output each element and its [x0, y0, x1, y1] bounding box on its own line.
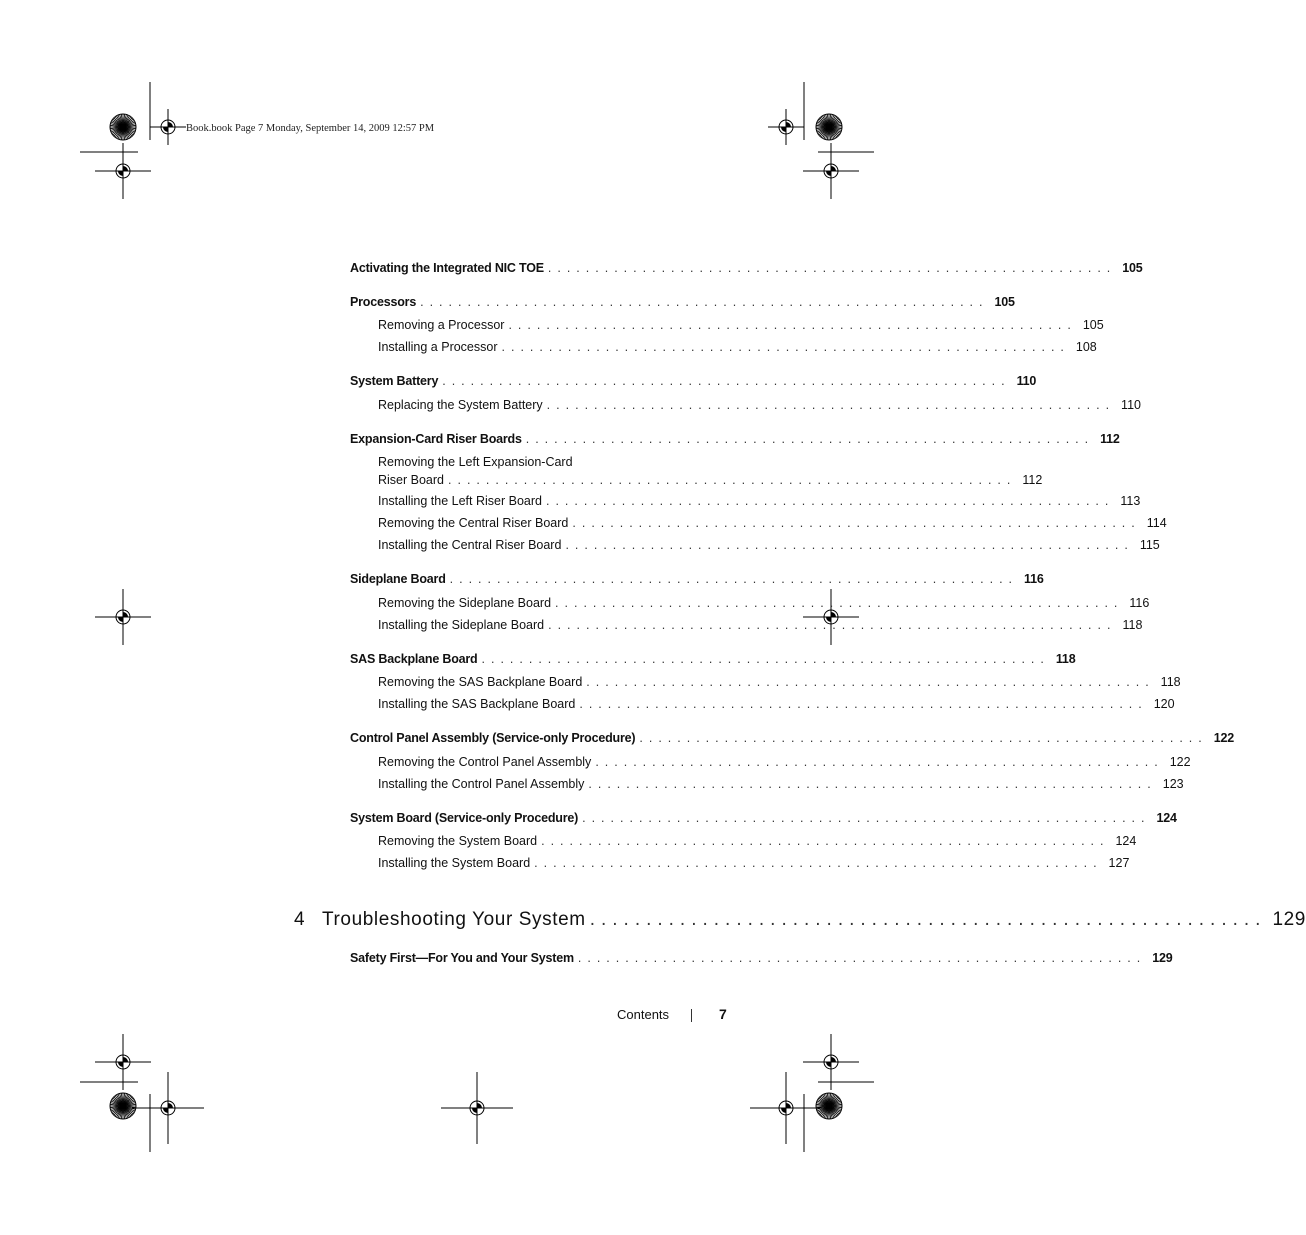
- print-slug: Book.book Page 7 Monday, September 14, 2009 12:57 PM: [186, 123, 435, 134]
- dot-leader: ............................................................: [501, 340, 1070, 354]
- toc-subsection[interactable]: [378, 855, 1130, 871]
- toc-entry-page: 129: [1272, 909, 1306, 930]
- toc-subsection[interactable]: [378, 776, 1184, 792]
- dot-leader: ............................................................: [442, 374, 1011, 388]
- dot-leader: ............................................................: [588, 777, 1157, 791]
- dot-leader: ............................................................: [547, 261, 1117, 275]
- toc-entry-title: Removing the Central Riser Board: [378, 516, 569, 530]
- toc-entry-page: 115: [1139, 538, 1160, 552]
- dot-leader: ............................................................: [595, 755, 1164, 769]
- toc-entry-page: 114: [1146, 516, 1167, 530]
- toc-entry-page: 122: [1213, 731, 1235, 745]
- chapter-number: 4: [294, 909, 306, 930]
- dot-leader: ............................................................: [589, 909, 1267, 930]
- toc-entry-page: 116: [1024, 572, 1044, 586]
- toc-subsection-title-line1: Removing the Left Expansion-Card: [378, 455, 573, 469]
- toc-subsection[interactable]: [378, 754, 1191, 770]
- page-number: 7: [719, 1006, 727, 1022]
- toc-entry-title: Removing the System Board: [378, 834, 538, 848]
- toc-entry-title: Removing a Processor: [378, 318, 505, 332]
- toc-entry-title: System Board (Service-only Procedure): [350, 811, 579, 825]
- toc-entry-title: Removing the SAS Backplane Board: [378, 675, 583, 689]
- toc-subsection[interactable]: [378, 537, 1160, 553]
- toc-entry-title: Sideplane Board: [350, 572, 446, 586]
- toc-entry-title: Installing the System Board: [378, 856, 531, 870]
- toc-subsection[interactable]: [378, 833, 1137, 849]
- dot-leader: ............................................................: [579, 697, 1148, 711]
- toc-entry-title: Installing the SAS Backplane Board: [378, 697, 576, 711]
- toc-subsection[interactable]: [378, 397, 1141, 413]
- toc-entry-title: Installing the Central Riser Board: [378, 538, 562, 552]
- toc-entry-page: 118: [1122, 618, 1143, 632]
- dot-leader: ............................................................: [546, 398, 1116, 412]
- toc-entry-page: 108: [1075, 340, 1097, 354]
- toc-subsection[interactable]: [378, 595, 1150, 611]
- dot-leader: ............................................................: [548, 618, 1117, 632]
- toc-subsection[interactable]: [378, 493, 1141, 509]
- toc-entry-title: Processors: [350, 295, 417, 309]
- toc-section[interactable]: [350, 950, 1173, 966]
- toc-entry-title: Installing the Sideplane Board: [378, 618, 545, 632]
- toc-entry-title: Expansion-Card Riser Boards: [350, 432, 522, 446]
- toc-entry-page: 129: [1152, 951, 1173, 965]
- toc-entry-page: 124: [1115, 834, 1137, 848]
- toc-subsection[interactable]: [378, 515, 1167, 531]
- toc-entry-page: 118: [1055, 652, 1076, 666]
- footer-label: Contents: [617, 1007, 670, 1022]
- toc-entry-page: 118: [1160, 675, 1181, 689]
- toc-subsection[interactable]: [378, 617, 1143, 633]
- toc-entry-title: Removing the Sideplane Board: [378, 596, 552, 610]
- toc-entry-page: 110: [1121, 398, 1141, 412]
- dot-leader: ............................................................: [572, 516, 1141, 530]
- toc-section[interactable]: [350, 373, 1037, 389]
- toc-entry-page: 105: [1082, 318, 1104, 332]
- toc-entry-page: 116: [1129, 596, 1150, 610]
- toc-entry-title: Troubleshooting Your System: [322, 909, 586, 930]
- toc-entry-title: Replacing the System Battery: [378, 398, 543, 412]
- toc-subsection[interactable]: [378, 339, 1097, 355]
- toc-chapter[interactable]: [294, 909, 1306, 931]
- toc-entry-page: 113: [1120, 494, 1141, 508]
- toc-entry-title: System Battery: [350, 374, 439, 388]
- toc-entry-title: Riser Board: [378, 473, 444, 487]
- toc-entry-page: 122: [1169, 755, 1191, 769]
- toc-entry-page: 112: [1100, 432, 1120, 446]
- toc-entry-page: 112: [1022, 473, 1043, 487]
- toc-entry-page: 123: [1162, 777, 1184, 791]
- toc-entry-page: 120: [1153, 697, 1175, 711]
- toc-entry-title: Installing the Left Riser Board: [378, 494, 542, 508]
- toc-section[interactable]: [350, 260, 1143, 276]
- dot-leader: ............................................................: [555, 596, 1124, 610]
- toc-entry-title: SAS Backplane Board: [350, 652, 478, 666]
- dot-leader: ............................................................: [525, 432, 1095, 446]
- toc-section[interactable]: [350, 810, 1177, 826]
- toc-subsection[interactable]: [378, 317, 1104, 333]
- toc-entry-title: Installing the Control Panel Assembly: [378, 777, 585, 791]
- toc-section[interactable]: [350, 431, 1120, 447]
- dot-leader: ............................................................: [582, 811, 1151, 825]
- toc-entry-title: Activating the Integrated NIC TOE: [350, 261, 544, 275]
- toc-subsection[interactable]: [378, 696, 1175, 712]
- dot-leader: ............................................................: [448, 473, 1017, 487]
- toc-entry-title: Removing the Control Panel Assembly: [378, 755, 592, 769]
- dot-leader: ............................................................: [534, 856, 1103, 870]
- toc-entry-page: 105: [994, 295, 1015, 309]
- footer-divider: [691, 1009, 692, 1022]
- dot-leader: ............................................................: [639, 731, 1208, 745]
- toc-entry-page: 127: [1108, 856, 1130, 870]
- toc-entry-title: Control Panel Assembly (Service-only Procedure): [350, 731, 636, 745]
- dot-leader: ............................................................: [481, 652, 1050, 666]
- dot-leader: ............................................................: [565, 538, 1134, 552]
- toc-section[interactable]: [350, 730, 1235, 746]
- dot-leader: ............................................................: [449, 572, 1019, 586]
- dot-leader: ............................................................: [545, 494, 1115, 508]
- toc-subsection[interactable]: [378, 674, 1181, 690]
- toc-section[interactable]: [350, 571, 1044, 587]
- toc-subsection[interactable]: [378, 472, 1043, 488]
- dot-leader: ............................................................: [541, 834, 1110, 848]
- dot-leader: ............................................................: [420, 295, 989, 309]
- toc-section[interactable]: [350, 651, 1076, 667]
- toc-entry-title: Safety First—For You and Your System: [350, 951, 574, 965]
- dot-leader: ............................................................: [508, 318, 1077, 332]
- toc-entry-page: 105: [1122, 261, 1143, 275]
- toc-section[interactable]: [350, 294, 1015, 310]
- toc-entry-page: 124: [1156, 811, 1177, 825]
- dot-leader: ............................................................: [586, 675, 1155, 689]
- toc-entry-page: 110: [1016, 374, 1037, 388]
- toc-entry-title: Installing a Processor: [378, 340, 498, 354]
- dot-leader: ............................................................: [577, 951, 1147, 965]
